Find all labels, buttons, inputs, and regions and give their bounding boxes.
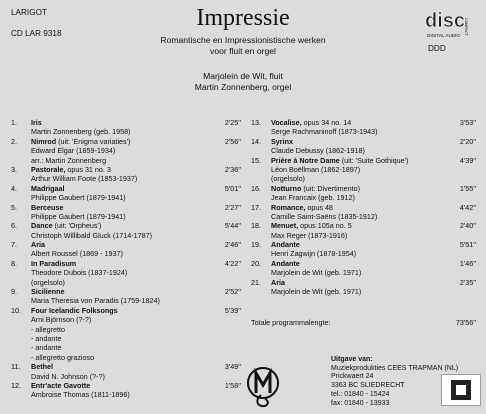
publisher-line: Muziekprodukties CEES TRAPMAN (NL) [331, 364, 459, 372]
track-title-suffix: opus 31 no. 3 [65, 164, 111, 174]
track-item [251, 259, 476, 278]
track-title-suffix: (uit: 'Suite Gothique') [339, 155, 409, 165]
publisher-heading: Uitgave van: [331, 356, 373, 363]
track-number: 9. [11, 287, 17, 297]
track-item [11, 165, 241, 184]
track-duration: 5'01'' [224, 183, 241, 193]
track-title-line [251, 240, 476, 249]
track-title-line [251, 137, 476, 146]
track-detail: Léon Boëllman (1862-1897) [271, 164, 361, 174]
track-title: Berceuse [31, 202, 64, 212]
track-number: 11. [11, 362, 21, 372]
track-duration: 2'20'' [459, 136, 476, 146]
track-item [251, 184, 476, 203]
track-title-suffix: opus 34 no. 14 [301, 118, 352, 127]
track-title-line [251, 278, 476, 287]
disc-logo-icon [423, 6, 479, 40]
track-title-line [251, 203, 476, 212]
track-title: Four Icelandic Folksongs [31, 305, 118, 315]
track-detail: Theodore Dubois (1837-1924) [31, 268, 128, 278]
track-title: Madrigaal [31, 183, 65, 193]
track-title-line [251, 259, 476, 268]
track-duration: 3'49'' [224, 362, 241, 372]
track-title-suffix: (uit: 'Orpheus') [52, 221, 102, 231]
track-detail: - andante [31, 333, 62, 343]
track-title-line [11, 381, 241, 390]
track-detail: Edward Elgar (1859-1934) [31, 146, 116, 156]
track-item [251, 118, 476, 137]
track-detail: Arni Björnson (?-?) [31, 315, 92, 325]
track-title: Andante [271, 258, 300, 268]
track-number: 16. [251, 183, 261, 193]
track-detail: Jean Francaix (geb. 1912) [271, 193, 355, 203]
track-duration: 4'42'' [459, 202, 476, 212]
track-title: Iris [31, 118, 42, 127]
track-item [251, 221, 476, 240]
track-detail: Claude Debussy (1862-1918) [271, 146, 365, 156]
track-title-line [11, 259, 241, 268]
track-title: Syrinx [271, 136, 293, 146]
track-item [11, 240, 241, 259]
publisher-line: 3363 BC SLIEDRECHT [331, 382, 405, 390]
track-detail: Arthur William Foote (1853-1937) [31, 174, 138, 184]
track-duration: 2'46'' [224, 240, 241, 250]
track-detail: Maria Theresia von Paradis (1759-1824) [31, 296, 160, 306]
track-number: 10. [11, 305, 21, 315]
track-title: Entr'acte Gavotte [31, 380, 91, 390]
track-number: 4. [11, 183, 17, 193]
publisher-line: tel.: 01840 - 15424 [331, 390, 390, 398]
track-item [251, 278, 476, 297]
track-item [251, 156, 476, 184]
track-duration: 4'22'' [224, 258, 241, 268]
label-name: LARIGOT [11, 8, 47, 17]
publisher-monogram-logo [242, 363, 284, 409]
track-number: 19. [251, 240, 261, 250]
track-duration: 2'40'' [459, 221, 476, 231]
track-item [11, 259, 241, 287]
total-label: Totale programmalengte: [251, 318, 331, 327]
track-detail: Philippe Gaubert (1879-1941) [31, 193, 126, 203]
track-detail: Serge Rachmaninoff (1873-1943) [271, 127, 378, 137]
track-duration: 2'52'' [224, 287, 241, 297]
track-item [11, 184, 241, 203]
track-duration: 1'55'' [459, 183, 476, 193]
track-number: 14. [251, 136, 261, 146]
track-detail: Martin Zonnenberg (geb. 1958) [31, 127, 131, 137]
track-detail: - allegretto [31, 324, 65, 334]
track-duration: 2'27'' [224, 202, 241, 212]
track-title-suffix: (uit: 'Enigma variaties') [56, 136, 131, 146]
track-duration: 2'56'' [224, 136, 241, 146]
track-item [11, 362, 241, 381]
track-item [251, 240, 476, 259]
track-list-left [11, 118, 241, 400]
track-title-line [11, 221, 241, 230]
svg-text:disc: disc [425, 10, 466, 32]
track-title-line [251, 221, 476, 230]
track-number: 17. [251, 202, 261, 212]
track-number: 6. [11, 221, 17, 231]
track-detail: (orgelsolo) [31, 277, 65, 287]
track-duration: 1'46'' [459, 258, 476, 268]
track-title: In Paradisum [31, 258, 77, 268]
ddd-code: DDD [428, 44, 446, 53]
track-detail: David N. Johnson (?-?) [31, 371, 105, 381]
catalog-number: CD LAR 9318 [11, 29, 62, 38]
track-duration: 3'53'' [459, 118, 476, 127]
track-item [251, 137, 476, 156]
track-list-right [251, 118, 476, 296]
track-title-line [11, 165, 241, 174]
track-detail: Ambroise Thomas (1811-1896) [31, 390, 130, 400]
track-detail: Marjolein de Wit (geb. 1971) [271, 287, 362, 297]
track-item [11, 381, 241, 400]
track-number: 1. [11, 118, 17, 127]
track-detail: - andante [31, 343, 62, 353]
track-number: 5. [11, 202, 17, 212]
track-detail: Camille Saint-Saëns (1835-1912) [271, 211, 378, 221]
track-duration: 5'44'' [224, 221, 241, 231]
label-logo-box [441, 374, 481, 406]
track-number: 20. [251, 258, 261, 268]
track-title: Pastorale, [31, 164, 66, 174]
track-title: Andante [271, 240, 300, 250]
track-number: 18. [251, 221, 261, 231]
track-item [11, 118, 241, 137]
track-title-line [251, 184, 476, 193]
track-duration: 2'36'' [224, 164, 241, 174]
track-title-suffix: opus 48 [305, 202, 333, 212]
track-title-suffix: (uit: Divertimento) [301, 183, 361, 193]
track-title-line [11, 203, 241, 212]
track-item [11, 306, 241, 362]
track-number: 21. [251, 277, 261, 287]
track-detail: - allegretto grazioso [31, 352, 95, 362]
publisher-line: fax: 01840 - 13933 [331, 399, 390, 407]
track-duration: 5'51'' [459, 240, 476, 250]
subtitle-line-1: Romantische en Impressionistische werken [160, 35, 326, 45]
track-detail: (orgelsolo) [271, 174, 305, 184]
compact-disc-logo [423, 6, 479, 40]
track-duration: 4'39'' [459, 155, 476, 165]
track-detail: Christoph Willibald Gluck (1714-1787) [31, 230, 153, 240]
track-item [11, 137, 241, 165]
track-title-line [11, 287, 241, 296]
total-value: 73'56'' [455, 318, 476, 327]
performer-organ: Martin Zonnenberg, orgel [194, 82, 292, 92]
track-title-line [251, 118, 476, 127]
publisher-line: Prickwaert 24 [331, 373, 374, 381]
track-title-suffix: opus 105a no. 5 [298, 221, 352, 231]
track-item [11, 203, 241, 222]
track-number: 3. [11, 164, 17, 174]
subtitle-line-2: voor fluit en orgel [210, 46, 276, 56]
track-item [11, 287, 241, 306]
track-duration: 5'39'' [224, 305, 241, 315]
track-title: Bethel [31, 362, 53, 372]
track-title: Menuet, [271, 221, 299, 231]
track-title: Notturno [271, 183, 302, 193]
track-detail: Henri Zagwijn (1878-1954) [271, 249, 357, 259]
track-title: Aria [271, 277, 285, 287]
track-title-line [251, 156, 476, 165]
track-number: 12. [11, 380, 21, 390]
track-title: Sicilienne [31, 287, 65, 297]
track-detail: arr.: Martin Zonnenberg [31, 155, 107, 165]
publisher-info [331, 356, 458, 408]
track-number: 15. [251, 155, 261, 165]
track-item [11, 221, 241, 240]
track-detail: Max Reger (1873-1916) [271, 230, 348, 240]
track-title-line [11, 137, 241, 146]
track-title-line [11, 240, 241, 249]
track-title-line [11, 184, 241, 193]
track-title-line [11, 306, 241, 315]
performer-flute: Marjolein de Wit, fluit [203, 71, 283, 81]
track-detail: Philippe Gaubert (1879-1941) [31, 211, 126, 221]
track-detail: Albert Roussel (1869 - 1937) [31, 249, 123, 259]
track-duration: 2'25'' [224, 118, 241, 127]
track-title-line [11, 362, 241, 371]
track-title: Nimrod [31, 136, 57, 146]
track-detail: Marjolein de Wit (geb. 1971) [271, 268, 362, 278]
track-title: Dance [31, 221, 53, 231]
svg-text:DIGITAL AUDIO: DIGITAL AUDIO [427, 33, 460, 38]
track-title: Romance, [271, 202, 306, 212]
track-number: 2. [11, 136, 17, 146]
track-item [251, 203, 476, 222]
track-number: 7. [11, 240, 17, 250]
track-duration: 1'58'' [224, 380, 241, 390]
track-title: Prière à Notre Dame [271, 155, 340, 165]
album-title: Impressie [196, 5, 290, 31]
track-number: 8. [11, 258, 17, 268]
track-title: Aria [31, 240, 45, 250]
svg-text:COMPACT: COMPACT [464, 18, 468, 36]
track-title: Vocalise, [271, 118, 302, 127]
track-title-line [11, 118, 241, 127]
track-duration: 2'35'' [459, 277, 476, 287]
track-number: 13. [251, 118, 261, 127]
